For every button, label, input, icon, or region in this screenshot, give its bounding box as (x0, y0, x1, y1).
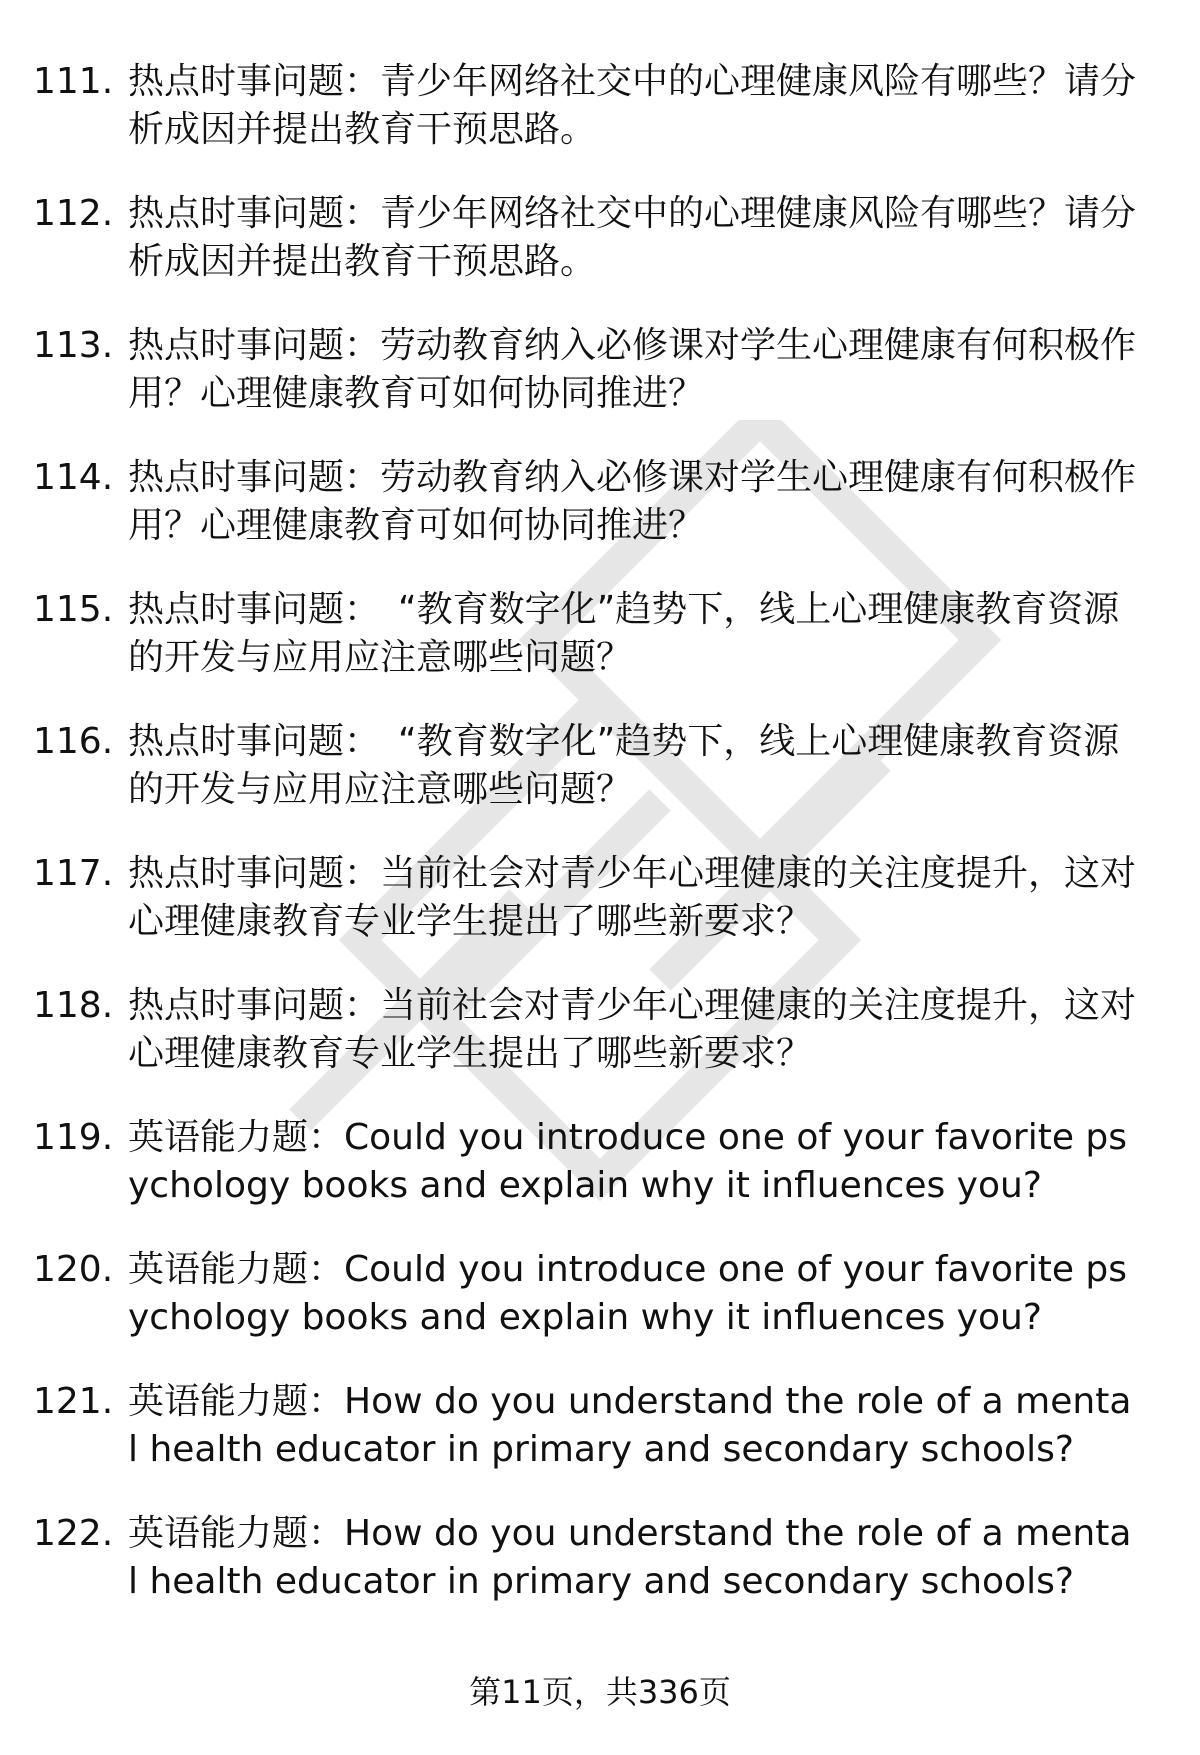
question-item (0, 454, 1200, 586)
question-list (0, 58, 1200, 1642)
question-number: 120. (33, 1249, 114, 1290)
question-text: 热点时事问题：当前社会对青少年心理健康的关注度提升，这对心理健康教育专业学生提出了哪些新要求？ (128, 985, 1137, 1074)
question-text: 热点时事问题：青少年网络社交中的心理健康风险有哪些？请分析成因并提出教育干预思路。 (128, 193, 1137, 282)
question-number: 112. (33, 193, 114, 234)
question-text: 热点时事问题： “教育数字化”趋势下，线上心理健康教育资源的开发与应用应注意哪些问题？ (128, 589, 1120, 678)
question-item (0, 586, 1200, 718)
question-text: 热点时事问题：劳动教育纳入必修课对学生心理健康有何积极作用？心理健康教育可如何协同推进？ (128, 457, 1137, 546)
question-text: 英语能力题：How do you understand the role of a mental health educator in primary and secondary schools? (128, 1381, 1132, 1470)
question-number: 114. (33, 457, 114, 498)
question-number: 111. (33, 61, 114, 102)
page-footer: 第11页，共336页 (469, 1673, 731, 1711)
question-number: 121. (33, 1381, 114, 1422)
question-text: 热点时事问题： “教育数字化”趋势下，线上心理健康教育资源的开发与应用应注意哪些问题？ (128, 721, 1120, 810)
question-number: 122. (33, 1513, 114, 1554)
question-number: 113. (33, 325, 114, 366)
question-text: 英语能力题：How do you understand the role of a mental health educator in primary and secondary schools? (128, 1513, 1132, 1602)
question-item (0, 982, 1200, 1114)
question-number: 118. (33, 985, 114, 1026)
question-item (0, 1510, 1200, 1642)
question-text: 英语能力题：Could you introduce one of your favorite psychology books and explain why it influences you? (128, 1117, 1128, 1206)
question-number: 117. (33, 853, 114, 894)
question-item (0, 1246, 1200, 1378)
question-item (0, 850, 1200, 982)
question-text: 热点时事问题：劳动教育纳入必修课对学生心理健康有何积极作用？心理健康教育可如何协同推进？ (128, 325, 1137, 414)
question-number: 115. (33, 589, 114, 630)
question-item (0, 190, 1200, 322)
question-number: 119. (33, 1117, 114, 1158)
question-text: 热点时事问题：当前社会对青少年心理健康的关注度提升，这对心理健康教育专业学生提出了哪些新要求？ (128, 853, 1137, 942)
question-item (0, 1378, 1200, 1510)
question-item (0, 322, 1200, 454)
question-item (0, 718, 1200, 850)
question-text: 热点时事问题：青少年网络社交中的心理健康风险有哪些？请分析成因并提出教育干预思路。 (128, 61, 1137, 150)
question-number: 116. (33, 721, 114, 762)
question-item (0, 58, 1200, 190)
question-item (0, 1114, 1200, 1246)
question-text: 英语能力题：Could you introduce one of your favorite psychology books and explain why it influences you? (128, 1249, 1128, 1338)
